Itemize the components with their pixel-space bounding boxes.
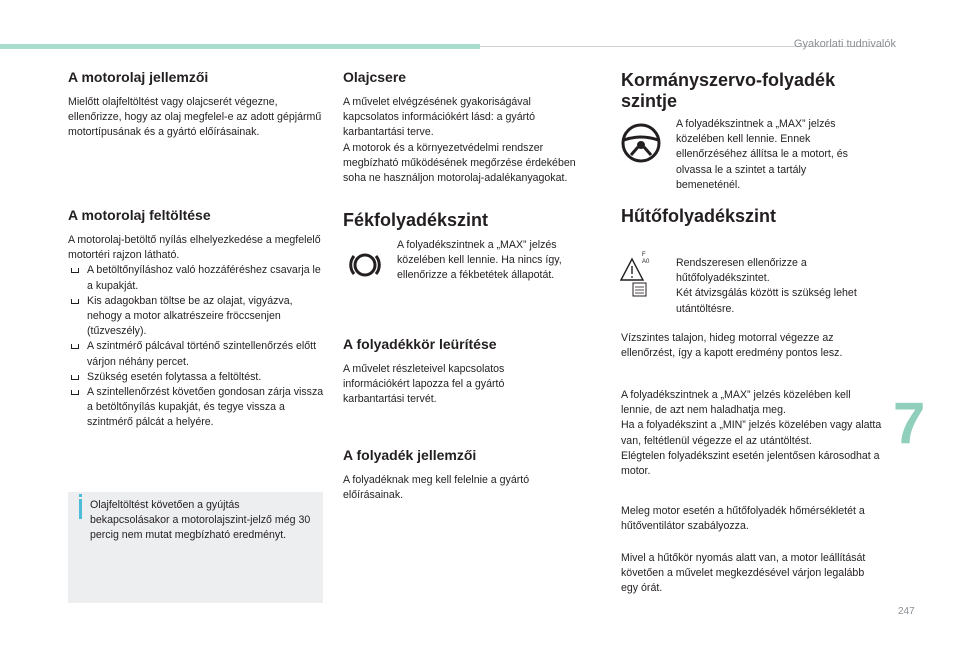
coolant-icon-text: Rendszeresen ellenőrizze a hűtőfolyadékszintet. Két átvizsgálás között is szükség lehet utántöltésre. [676, 257, 857, 315]
info-icon-bar [79, 499, 82, 519]
chapter-number: 7 [893, 391, 926, 456]
page-number: 247 [898, 606, 915, 617]
coolant-icon-label: F A0 [642, 252, 650, 265]
fluid-spec-heading: A folyadék jellemzői [343, 447, 477, 463]
list-item: Szükség esetén folytassa a feltöltést. [68, 370, 324, 385]
brake-fluid-heading: Fékfolyadékszint [343, 210, 489, 230]
list-item: Kis adagokban töltse be az olajat, vigyázva, nehogy a motor alkatrészeire fröccsenjen (tűzveszély). [68, 294, 324, 340]
brake-fluid-text: A folyadékszintnek a „MAX” jelzés közelében kell lennie. Ha nincs így, ellenőrizze a fékbetétek állapotát. [397, 239, 562, 282]
oil-spec-heading: A motorolaj jellemzői [68, 69, 209, 85]
info-icon [79, 494, 82, 497]
circuit-drain-heading: A folyadékkör leürítése [343, 336, 497, 352]
info-box-text: Olajfeltöltést követően a gyújtás bekapcsolásakor a motorolajszint-jelző még 30 percig nem mutat megbízható eredményt. [90, 499, 311, 542]
brake-warning-icon [344, 244, 386, 286]
oil-fill-intro: A motorolaj-betöltő nyílás elhelyezkedése a megfelelő motortéri rajzon látható. [68, 234, 321, 262]
oil-fill-section [68, 233, 324, 431]
fluid-spec-text: A folyadéknak meg kell felelnie a gyártó előírásainak. [343, 474, 530, 502]
list-item: A betöltőnyíláshoz való hozzáféréshez csavarja le a kupakját. [68, 263, 324, 293]
steering-wheel-icon [619, 121, 663, 165]
chapter-title: Gyakorlati tudnivalók [793, 38, 896, 50]
list-item: A szintmérő pálcával történő szintellenőrzés előtt várjon néhány percet. [68, 339, 324, 369]
coolant-paragraph-3: Meleg motor esetén a hűtőfolyadék hőmérsékletét a hűtőventilátor szabályozza. [621, 505, 865, 533]
oil-change-heading: Olajcsere [343, 69, 407, 85]
oil-fill-heading: A motorolaj feltöltése [68, 207, 211, 223]
steering-fluid-text: A folyadékszintnek a „MAX” jelzés közelében kell lennie. Ennek ellenőrzéséhez állítsa le a motort, és olvassa le a szintet a tartály bemeneténél. [676, 118, 848, 191]
oil-change-text: A művelet elvégzésének gyakoriságával kapcsolatos információkért lásd: a gyártó karbantartási terve. A motorok és a környezetvédelmi rendszer megbízható működésének megőrzése érdekében soha ne használjon motorolaj-adalékanyagokat. [343, 96, 576, 185]
coolant-warning-icon [618, 254, 658, 300]
coolant-paragraph-2: A folyadékszintnek a „MAX” jelzés közelében kell lennie, de azt nem haladhatja meg. Ha a folyadékszint a „MIN” jelzés közelében vagy alatta van, feltétlenül végezze el az utántöltést. Elégtelen folyadékszint esetén jelentősen károsodhat a motor. [621, 389, 882, 478]
coolant-heading: Hűtőfolyadékszint [621, 206, 777, 226]
coolant-paragraph-1: Vízszintes talajon, hideg motorral végezze az ellenőrzést, így a kapott eredmény pontos lesz. [621, 332, 843, 360]
oil-spec-text: Mielőtt olajfeltöltést vagy olajcserét végezne, ellenőrizze, hogy az olaj megfelel-e az adott gépjármű motortípusának és a gyártó előírásainak. [68, 96, 322, 139]
list-item: A szintellenőrzést követően gondosan zárja vissza a betöltőnyílás kupakját, és tegye vissza a szintmérő pálcát a helyére. [68, 385, 324, 431]
steering-fluid-heading: Kormányszervo-folyadék szintje [621, 70, 836, 111]
coolant-paragraph-4: Mivel a hűtőkör nyomás alatt van, a motor leállítását követően a művelet megkezdésével várjon legalább egy órát. [621, 552, 866, 595]
oil-fill-steps [68, 263, 324, 430]
circuit-drain-text: A művelet részleteivel kapcsolatos információkért lapozza fel a gyártó karbantartási tervét. [343, 363, 505, 406]
header-accent-bar [0, 44, 480, 49]
